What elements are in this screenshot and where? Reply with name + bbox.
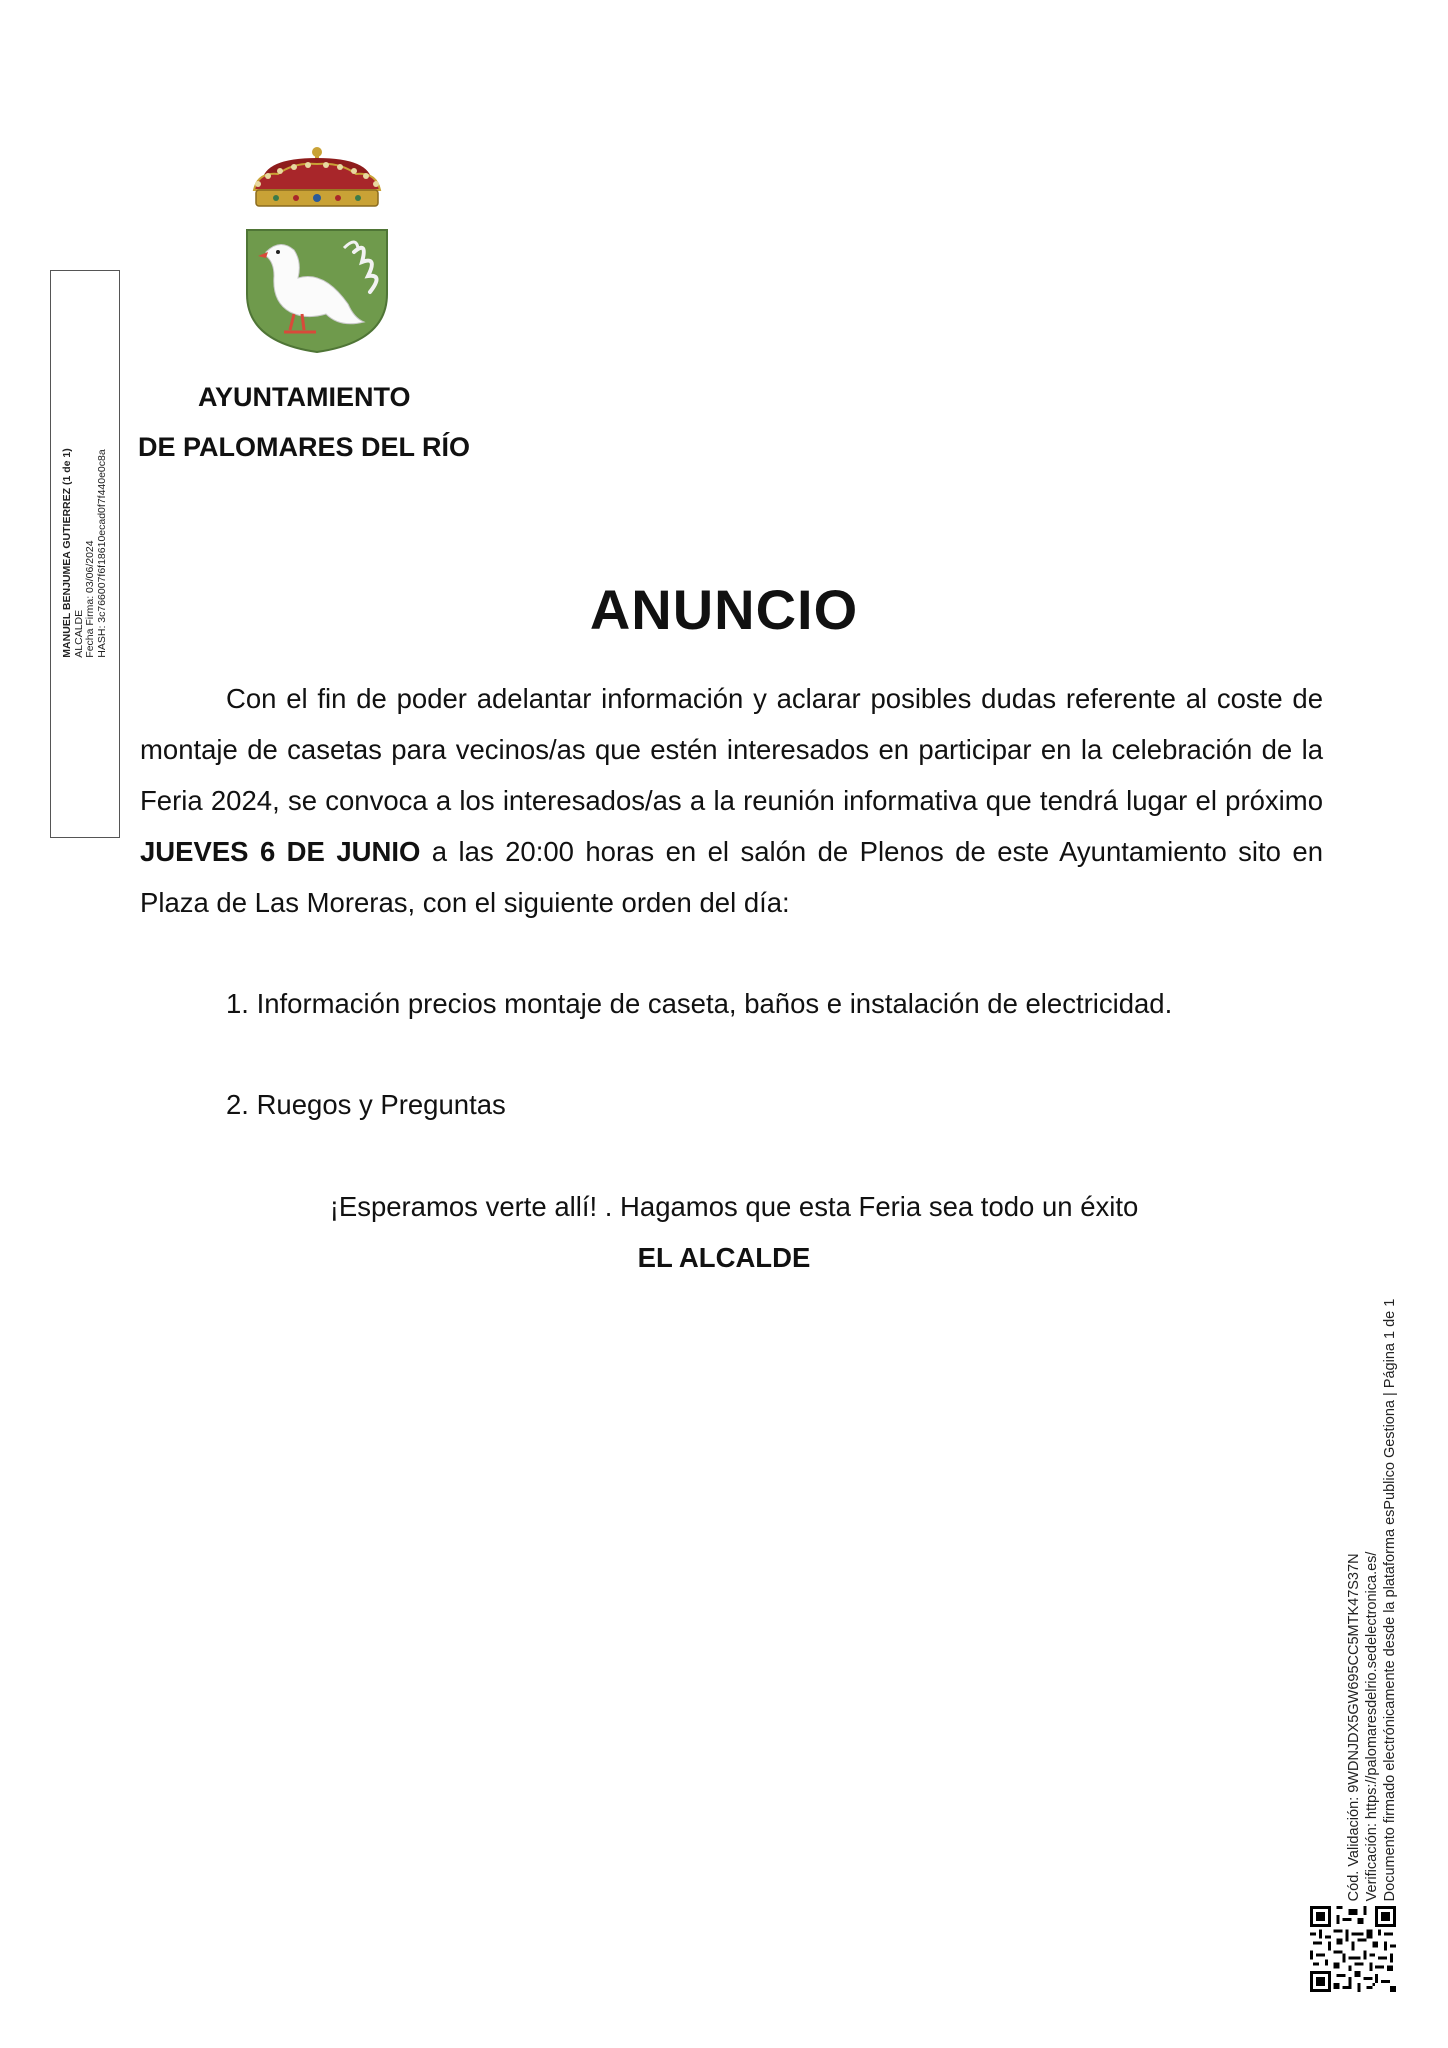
signer-title: EL ALCALDE [637, 1242, 811, 1273]
organization-line-1: AYUNTAMIENTO [198, 382, 411, 412]
body-text-part-2: a las 20:00 horas en el salón de Plenos de este Ayuntamiento sito en Plaza de Las Moreras, con el siguiente orden del día: [140, 836, 1323, 918]
organization-name [138, 372, 518, 472]
closing-message: ¡Esperamos verte allí! . Hagamos que esta Feria sea todo un éxito [329, 1191, 1139, 1222]
signature-date: Fecha Firma: 03/06/2024 [84, 540, 96, 658]
agenda-item: 1. Información precios montaje de caseta, baños e instalación de electricidad. [226, 988, 1173, 1019]
coat-of-arms-icon [244, 144, 390, 354]
verification-url: Verificación: https://palomaresdelrio.sedelectronica.es/ [1364, 1551, 1380, 1902]
document-title: ANUNCIO [589, 578, 859, 641]
meeting-date: JUEVES 6 DE JUNIO [140, 836, 421, 867]
agenda-item: 2. Ruegos y Preguntas [226, 1089, 506, 1120]
signer-role: ALCALDE [72, 609, 85, 658]
announcement-body [140, 673, 1323, 928]
validation-code: Cód. Validación: 9WDNJDX5GW695CC5MTK47S37N [1346, 1553, 1362, 1902]
body-text-part-1: Con el fin de poder adelantar información y aclarar posibles dudas referente al coste de montaje de casetas para vecinos/as que estén interesados en participar en la celebración de la Feria 2024, se convoca a los interesados/as a la reunión informativa que tendrá lugar el próximo [140, 683, 1323, 816]
signature-platform-note: Documento firmado electrónicamente desde la plataforma esPublico Gestiona | Página 1 de 1 [1382, 1298, 1398, 1902]
signer-name: MANUEL BENJUMEA GUTIERREZ (1 de 1) [61, 448, 73, 658]
crown-icon [254, 147, 380, 206]
organization-line-2: DE PALOMARES DEL RÍO [138, 432, 471, 462]
qr-code-icon [1310, 1906, 1396, 1992]
verification-info [1345, 1299, 1399, 1902]
signature-hash: HASH: 3c766007f6f18610ecad0f7f440e0c8a [95, 449, 108, 658]
